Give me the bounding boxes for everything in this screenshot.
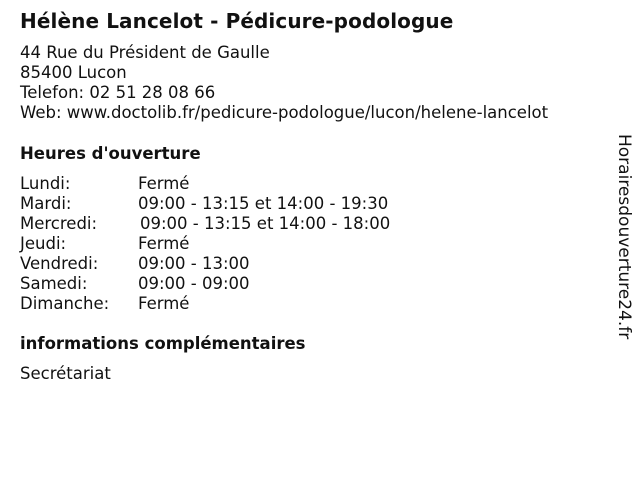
day-hours: 09:00 - 13:15 et 14:00 - 18:00 <box>140 214 391 233</box>
day-label: Vendredi: <box>20 254 99 273</box>
day-label: Lundi: <box>20 174 71 193</box>
day-label: Jeudi: <box>20 234 67 253</box>
day-hours: 09:00 - 13:15 et 14:00 - 19:30 <box>138 194 389 213</box>
website: Web: www.doctolib.fr/pedicure-podologue/lucon/helene-lancelot <box>20 103 549 122</box>
opening-hours-heading: Heures d'ouverture <box>20 144 201 163</box>
day-hours: 09:00 - 13:00 <box>138 254 250 273</box>
street-address: 44 Rue du Président de Gaulle <box>20 43 270 62</box>
day-label: Mercredi: <box>20 214 98 233</box>
city: 85400 Lucon <box>20 63 127 82</box>
day-hours: Fermé <box>138 234 190 253</box>
site-watermark <box>612 134 636 374</box>
day-label: Samedi: <box>20 274 88 293</box>
day-hours: Fermé <box>138 174 190 193</box>
day-label: Mardi: <box>20 194 72 213</box>
additional-info-text: Secrétariat <box>20 364 111 383</box>
page-title: Hélène Lancelot - Pédicure-podologue <box>20 9 454 33</box>
watermark-text: Horairesdouverture24.fr <box>614 134 634 340</box>
day-label: Dimanche: <box>20 294 110 313</box>
phone-number: Telefon: 02 51 28 08 66 <box>20 83 216 102</box>
additional-info-heading: informations complémentaires <box>20 334 306 353</box>
day-hours: Fermé <box>138 294 190 313</box>
address-block <box>20 43 548 123</box>
day-hours: 09:00 - 09:00 <box>138 274 250 293</box>
